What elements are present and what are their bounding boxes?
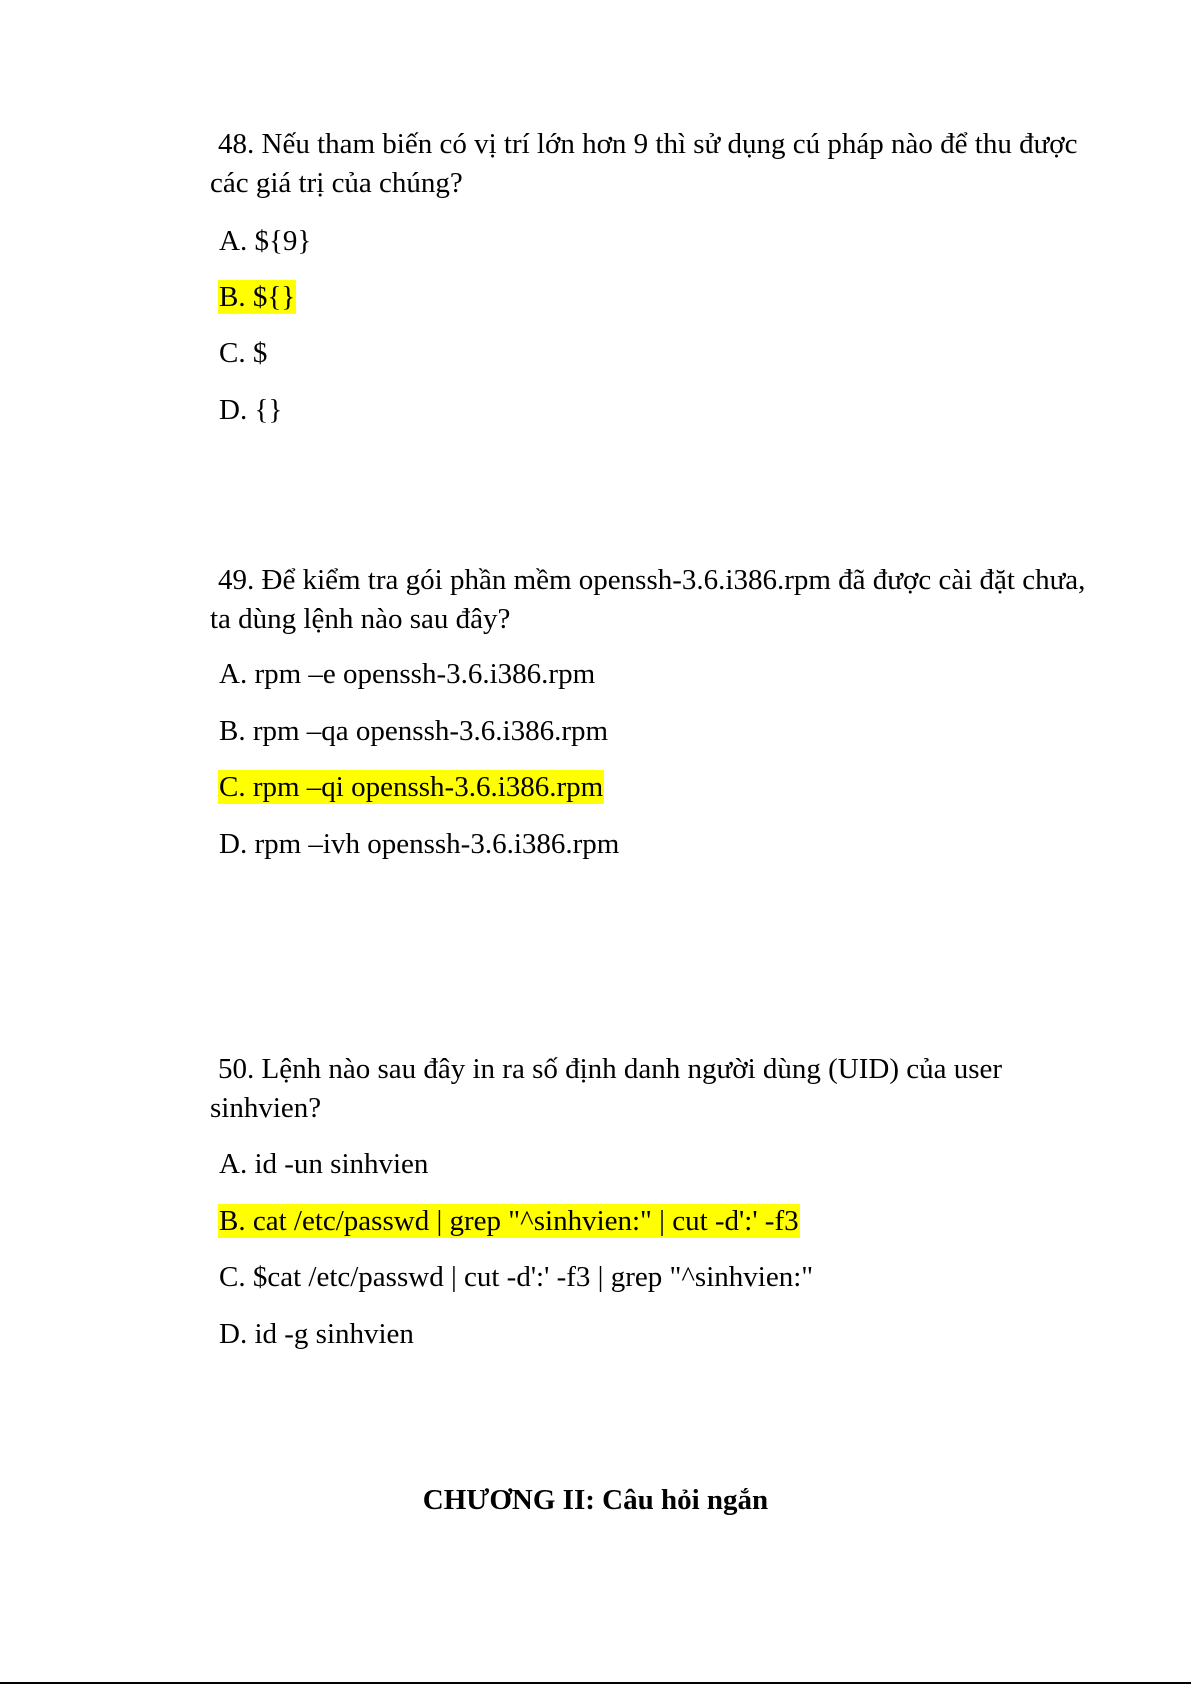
chapter-heading: CHƯƠNG II: Câu hỏi ngắn xyxy=(422,1484,769,1516)
option-50-a xyxy=(218,1147,429,1181)
option-49-a xyxy=(218,657,596,691)
question-text: 50. Lệnh nào sau đây in ra số định danh người dùng (UID) của user sinhvien? xyxy=(210,1053,1003,1124)
option-50-b-correct xyxy=(218,1204,800,1238)
option-text: B. cat /etc/passwd | grep "^sinhvien:" | cut -d':' -f3 xyxy=(219,1205,799,1237)
option-text: B. ${} xyxy=(219,281,296,313)
option-text: A. rpm –e openssh-3.6.i386.rpm xyxy=(219,658,596,690)
option-49-c-correct xyxy=(218,770,604,804)
option-text: D. rpm –ivh openssh-3.6.i386.rpm xyxy=(219,828,620,860)
question-48 xyxy=(210,125,1090,203)
option-48-c xyxy=(218,336,268,370)
option-48-b-correct xyxy=(218,280,296,314)
option-text: C. rpm –qi openssh-3.6.i386.rpm xyxy=(219,771,604,803)
option-50-c xyxy=(218,1260,814,1294)
question-50 xyxy=(210,1050,1090,1128)
option-text: D. id -g sinhvien xyxy=(219,1318,414,1350)
question-49 xyxy=(210,561,1090,639)
page-bottom-rule xyxy=(0,1682,1191,1684)
option-48-a xyxy=(218,224,312,258)
option-text: C. $ xyxy=(219,337,268,369)
question-text: 49. Để kiểm tra gói phần mềm openssh-3.6.i386.rpm đã được cài đặt chưa, ta dùng lệnh nào sau đây? xyxy=(210,564,1086,635)
option-text: C. $cat /etc/passwd | cut -d':' -f3 | grep "^sinhvien:" xyxy=(219,1261,814,1293)
option-49-b xyxy=(218,714,609,748)
option-text: A. ${9} xyxy=(219,225,312,257)
question-text: 48. Nếu tham biến có vị trí lớn hơn 9 thì sử dụng cú pháp nào để thu được các giá trị của chúng? xyxy=(210,128,1078,199)
option-text: A. id -un sinhvien xyxy=(219,1148,429,1180)
option-text: D. {} xyxy=(219,394,283,426)
option-48-d xyxy=(218,393,283,427)
option-text: B. rpm –qa openssh-3.6.i386.rpm xyxy=(219,715,609,747)
option-50-d xyxy=(218,1317,415,1351)
option-49-d xyxy=(218,827,620,861)
